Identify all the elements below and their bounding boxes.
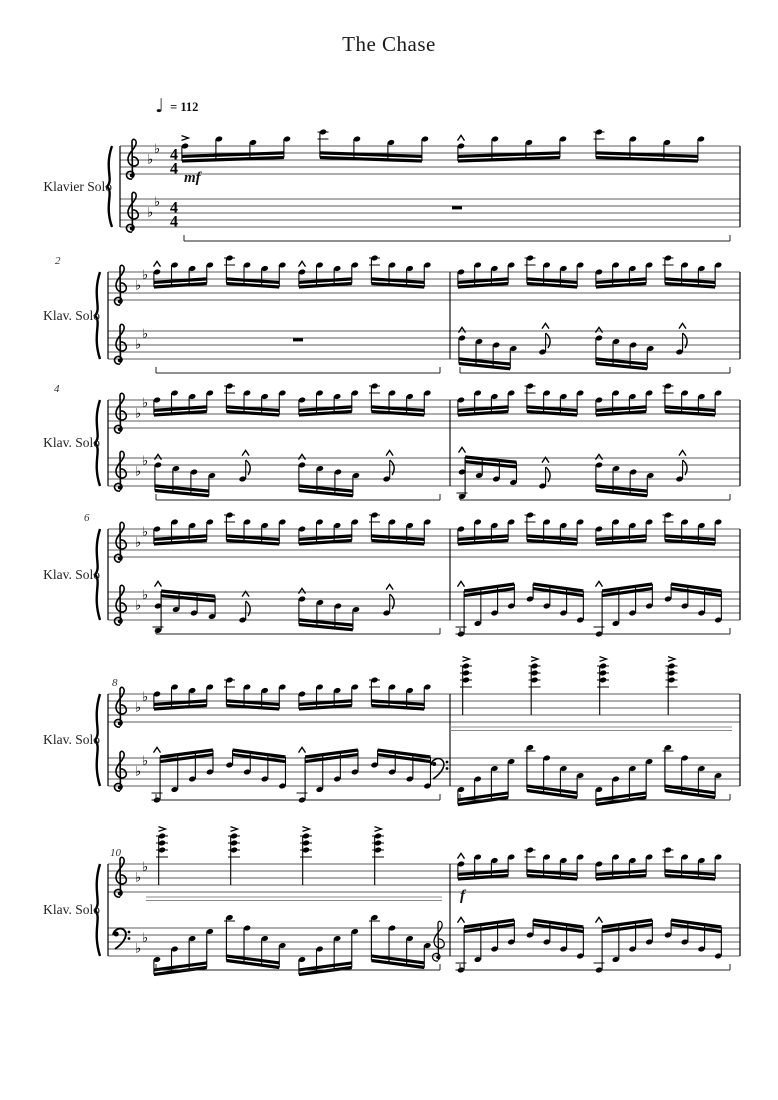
tempo-marking: ♩ = 112 bbox=[155, 95, 199, 117]
system-label: Klav. Solo bbox=[43, 307, 100, 323]
svg-text:♭: ♭ bbox=[147, 152, 154, 168]
dynamic-marking: f bbox=[460, 888, 465, 904]
svg-text:♭: ♭ bbox=[142, 268, 149, 283]
svg-text:4: 4 bbox=[170, 146, 178, 164]
svg-text:♭: ♭ bbox=[135, 464, 142, 480]
measure-number: 2 bbox=[55, 255, 61, 267]
svg-text:4: 4 bbox=[170, 199, 178, 217]
svg-text:♭: ♭ bbox=[142, 525, 149, 540]
svg-text:♭: ♭ bbox=[135, 337, 142, 353]
svg-text:♭: ♭ bbox=[142, 454, 149, 469]
system-label: Klav. Solo bbox=[43, 902, 100, 917]
dynamic-marking: mf bbox=[184, 170, 201, 186]
svg-text:♭: ♭ bbox=[135, 700, 142, 716]
measure-number: 8 bbox=[112, 677, 118, 689]
svg-text:♭: ♭ bbox=[142, 690, 149, 705]
quarter-note-icon: ♩ bbox=[155, 95, 164, 117]
system-label: Klav. Solo bbox=[43, 566, 100, 582]
svg-text:♭: ♭ bbox=[142, 860, 149, 875]
svg-text:4: 4 bbox=[170, 160, 178, 178]
svg-text:4: 4 bbox=[170, 213, 178, 231]
svg-text:♭: ♭ bbox=[135, 870, 142, 886]
svg-text:♭: ♭ bbox=[142, 931, 149, 946]
svg-text:♭: ♭ bbox=[135, 278, 142, 294]
svg-text:♭: ♭ bbox=[147, 205, 154, 221]
svg-text:♭: ♭ bbox=[142, 754, 149, 769]
svg-text:♭: ♭ bbox=[142, 396, 149, 411]
system-label: Klav. Solo bbox=[43, 732, 100, 747]
svg-text:♭: ♭ bbox=[135, 406, 142, 422]
score-title: The Chase bbox=[342, 32, 436, 56]
svg-text:♭: ♭ bbox=[154, 195, 161, 210]
svg-text:♭: ♭ bbox=[135, 535, 142, 551]
svg-text:♭: ♭ bbox=[135, 941, 142, 957]
measure-number: 10 bbox=[110, 847, 121, 859]
svg-text:♭: ♭ bbox=[135, 598, 142, 614]
system-label: Klavier Solo bbox=[43, 178, 112, 194]
measure-number: 4 bbox=[54, 383, 60, 395]
svg-text:♭: ♭ bbox=[142, 327, 149, 342]
svg-text:♭: ♭ bbox=[135, 764, 142, 780]
svg-text:♭: ♭ bbox=[154, 142, 161, 157]
svg-text:♭: ♭ bbox=[142, 588, 149, 603]
system-label: Klav. Solo bbox=[43, 435, 100, 450]
measure-number: 6 bbox=[84, 512, 90, 524]
